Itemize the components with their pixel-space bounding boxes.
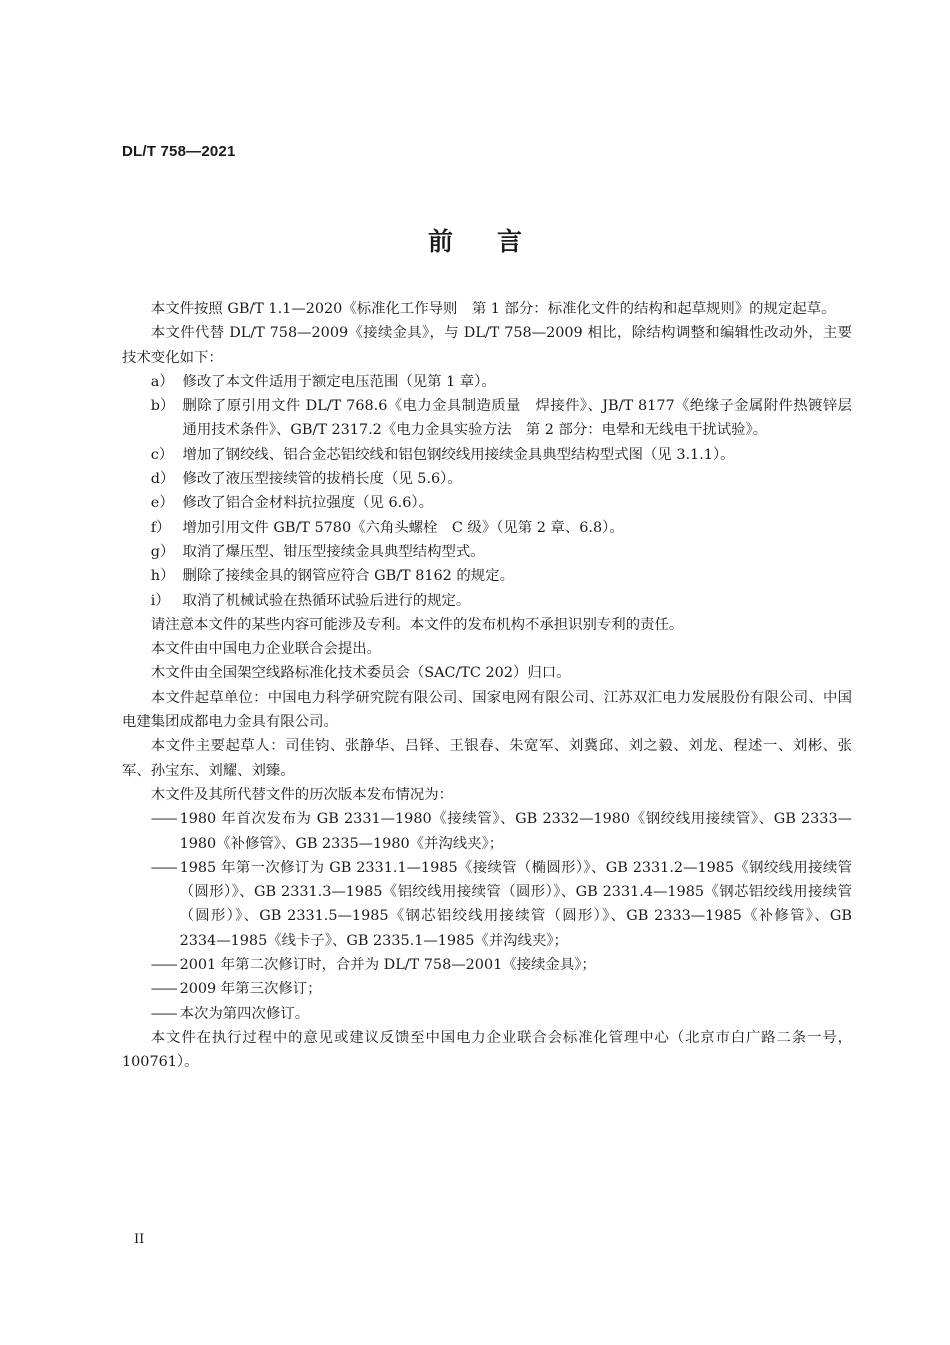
- intro-paragraph-1: 本文件按照 GB/T 1.1—2020《标准化工作导则 第 1 部分：标准化文件的结构和起草规则》的规定起草。: [150, 301, 836, 317]
- list-item-text: 修改了液压型接续管的拔梢长度（见 5.6）。: [182, 471, 462, 488]
- list-marker: g）: [150, 543, 175, 560]
- history-item-text: 2001 年第二次修订时，合并为 DL/T 758—2001《接续金具》；: [179, 957, 596, 974]
- list-item-text: 增加了钢绞线、铝合金芯铝绞线和铝包钢绞线用接续金具典型结构型式图（见 3.1.1）。: [182, 446, 735, 463]
- list-item: [151, 491, 852, 515]
- list-marker: e）: [150, 495, 174, 512]
- list-marker: a）: [150, 373, 174, 390]
- list-item-text: 删除了接续金具的钢管应符合 GB/T 8162 的规定。: [182, 568, 514, 585]
- em-dash: ——: [150, 811, 176, 828]
- list-marker: i）: [150, 592, 170, 609]
- history-item: [151, 953, 852, 977]
- feedback-paragraph: 本文件在执行过程中的意见或建议反馈至中国电力企业联合会标准化管理中心（北京市白广路二条一号，100761）。: [122, 1029, 852, 1071]
- foreword-body: [122, 297, 867, 1075]
- committee-paragraph: 木文件由全国架空线路标准化技术委员会（SAC/TC 202）归口。: [150, 665, 571, 682]
- list-item: [151, 443, 852, 467]
- list-item-text: 取消了爆压型、钳压型接续金具典型结构型式。: [182, 543, 485, 560]
- intro-paragraph-2: 本文件代替 DL/T 758—2009《接续金具》，与 DL/T 758—2009 相比，除结构调整和编辑性改动外，主要技术变化如下：: [122, 325, 852, 366]
- history-item: [151, 977, 852, 1001]
- list-item: [151, 467, 852, 491]
- page-title: 前言: [427, 227, 566, 256]
- history-list: [122, 807, 852, 1026]
- list-item-text: 修改了铝合金材料抗拉强度（见 6.6）。: [182, 495, 433, 512]
- list-marker: c）: [150, 446, 174, 463]
- history-item: [151, 1002, 852, 1026]
- document-code: DL/T 758—2021: [122, 143, 236, 160]
- em-dash: ——: [150, 1005, 176, 1022]
- history-item: [151, 807, 852, 856]
- em-dash: ——: [150, 957, 176, 974]
- page-number: II: [134, 1232, 145, 1247]
- patent-notice: 请注意本文件的某些内容可能涉及专利。本文件的发布机构不承担识别专利的责任。: [150, 616, 684, 633]
- list-item-text: 增加引用文件 GB/T 5780《六角头螺栓 C 级》（见第 2 章、6.8）。: [182, 519, 624, 536]
- history-item-text: 1985 年第一次修订为 GB 2331.1—1985《接续管（椭圆形）》、GB 2331.2—1985《钢绞线用接续管（圆形）》、GB 2331.3—1985《铝绞线用接续管（圆形）》、GB 2331.4—1985《钢芯铝绞线用接续管（圆形）》、GB 2331.5—1985《钢芯铝绞线用接续管（圆形）》、GB 2333—1985《补修管》、GB 2334—1985《线卡子》、GB 2335.1—1985《并沟线夹》；: [179, 859, 852, 949]
- list-marker: h）: [150, 568, 175, 585]
- history-item-text: 2009 年第三次修订；: [179, 981, 322, 998]
- list-item: [151, 589, 852, 613]
- history-item-text: 本次为第四次修订。: [179, 1005, 310, 1022]
- history-intro-paragraph: 木文件及其所代替文件的历次版本发布情况为：: [150, 786, 454, 803]
- em-dash: ——: [150, 859, 176, 876]
- list-item: [151, 370, 852, 394]
- proposer-paragraph: 本文件由中国电力企业联合会提出。: [150, 641, 382, 658]
- list-marker: d）: [150, 471, 175, 488]
- list-item-text: 删除了原引用文件 DL/T 768.6《电力金具制造质量 焊接件》、JB/T 8177《绝缘子金属附件热镀锌层 通用技术条件》、GB/T 2317.2《电力金具实验方法 第 2 部分：电晕和无线电干扰试验》。: [182, 398, 867, 439]
- drafters-paragraph: 本文件主要起草人：司佳钧、张静华、吕铎、王银春、朱宽军、刘冀邱、刘之毅、刘龙、程述一、刘彬、张军、孙宝东、刘耀、刘臻。: [122, 738, 852, 779]
- history-item-text: 1980 年首次发布为 GB 2331—1980《接续管》、GB 2332—1980《钢绞线用接续管》、GB 2333—1980《补修管》、GB 2335—1980《并沟线夹》；: [179, 811, 852, 852]
- list-item: [151, 540, 852, 564]
- list-item-text: 修改了本文件适用于额定电压范围（见第 1 章）。: [182, 373, 496, 390]
- list-item: [151, 516, 852, 540]
- changes-list: [122, 370, 867, 613]
- list-item: [150, 394, 867, 443]
- list-item: [151, 564, 852, 588]
- list-item-text: 取消了机械试验在热循环试验后进行的规定。: [182, 592, 471, 609]
- list-marker: b）: [150, 398, 175, 415]
- history-item: [151, 856, 852, 953]
- list-marker: f）: [150, 519, 171, 536]
- em-dash: ——: [150, 981, 176, 998]
- drafting-units-paragraph: 本文件起草单位：中国电力科学研究院有限公司、国家电网有限公司、江苏双汇电力发展股份有限公司、中国电建集团成都电力金具有限公司。: [122, 689, 852, 731]
